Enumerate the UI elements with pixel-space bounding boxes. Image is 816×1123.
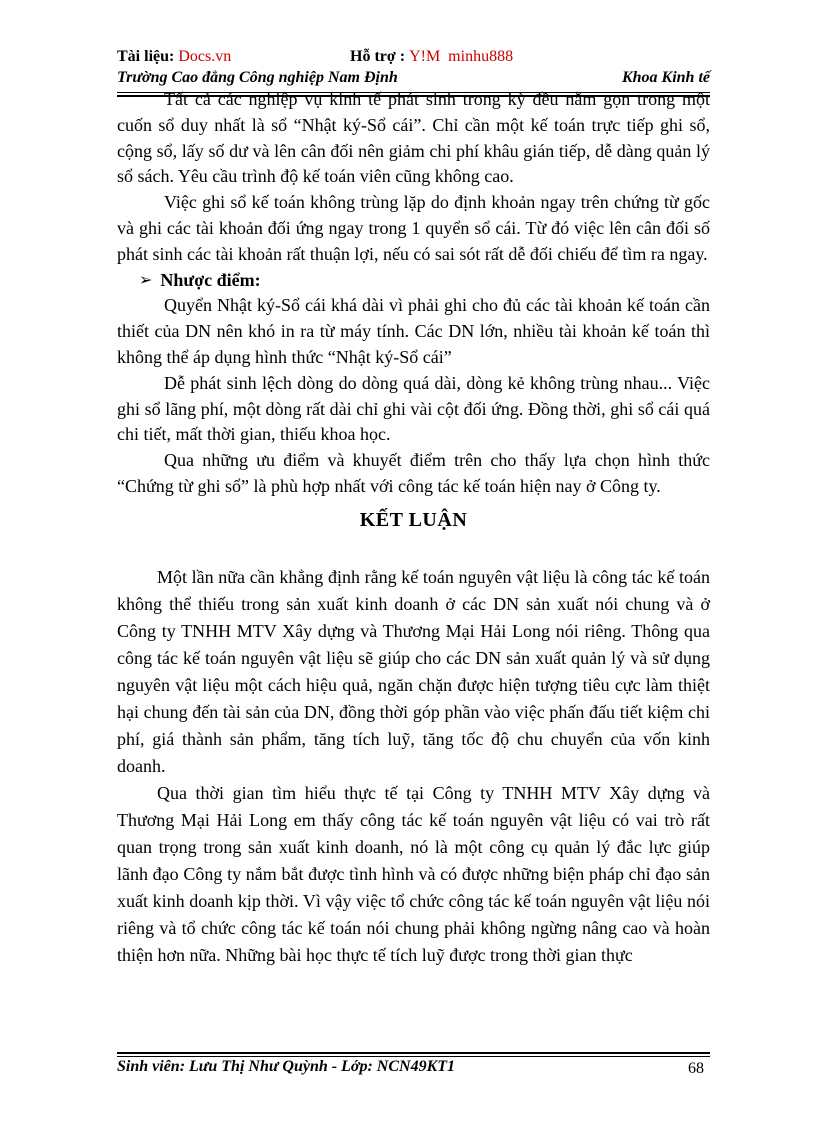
- paragraph-conclusion-1: Một lần nữa cần khẳng định rằng kế toán nguyên vật liệu là công tác kế toán không thể thiếu trong sản xuất kinh doanh ở các DN sản xuất nói chung và ở Công ty TNHH MTV Xây dựng và Thương Mại Hải Long nói riêng. Thông qua công tác kế toán nguyên vật liệu sẽ giúp cho các DN sản xuất quản lý và sử dụng nguyên vật liệu một cách hiệu quả, ngăn chặn được hiện tượng tiêu cực làm thiệt hại chung đến tài sản của DN, đồng thời góp phần vào việc phấn đấu tiết kiệm chi phí, giá thành sản phẩm, tăng tích luỹ, tăng tốc độ chu chuyển của vốn kinh doanh.: [117, 566, 710, 776]
- paragraph-advantages-2: Việc ghi sổ kế toán không trùng lặp do định khoản ngay trên chứng từ gốc và ghi các tài khoản đối ứng ngay trong 1 quyển sổ cái. Từ đó việc lên cân đối số phát sinh các tài khoản rất thuận lợi, nếu có sai sót rất dễ đối chiếu để tìm ra ngay.: [117, 192, 710, 264]
- bullet-disadvantages: [139, 268, 710, 294]
- footer-rule-thick: [117, 1052, 710, 1054]
- doc-label: Tài liệu: [117, 48, 170, 65]
- page-number: 68: [688, 1060, 704, 1077]
- document-source-header: [117, 48, 717, 70]
- footer-rule-thin: [117, 1056, 710, 1057]
- support-label: Hỗ trợ :: [350, 48, 410, 65]
- doc-separator: :: [169, 48, 179, 65]
- doc-site-link[interactable]: Docs.vn: [178, 48, 232, 65]
- support-user: minhu888: [448, 48, 514, 65]
- document-body: [117, 87, 710, 969]
- paragraph-conclusion-2: Qua thời gian tìm hiểu thực tế tại Công ty TNHH MTV Xây dựng và Thương Mại Hải Long em thấy công tác kế toán nguyên vật liệu có vai trò rất quan trọng trong sản xuất kinh doanh, nó là một công cụ quản lý đắc lực giúp lãnh đạo Công ty nắm bắt được tình hình và có được những biện pháp chỉ đạo sản xuất kinh doanh kịp thời. Vì vậy việc tổ chức công tác kế toán nguyên vật liệu nói riêng và tổ chức công tác kế toán nói chung phải không ngừng nâng cao và hoàn thiện hơn nữa. Những bài học thực tế tích luỹ được trong thời gian thực: [117, 782, 710, 965]
- arrow-bullet-icon: ➢: [139, 271, 153, 289]
- faculty-name: Khoa Kinh tế: [621, 69, 710, 86]
- conclusion-title: KẾT LUẬN: [359, 508, 468, 531]
- paragraph-choice: Qua những ưu điểm và khuyết điểm trên cho thấy lựa chọn hình thức “Chứng từ ghi sổ” là phù hợp nhất với công tác kế toán hiện nay ở Công ty.: [117, 450, 710, 496]
- school-name: Trường Cao đẳng Công nghiệp Nam Định: [117, 69, 398, 86]
- paragraph-disadvantages-2: Dễ phát sinh lệch dòng do dòng quá dài, dòng kẻ không trùng nhau... Việc ghi sổ lãng phí, một dòng rất dài chỉ ghi vài cột đối ứng. Đồng thời, ghi sổ cái quá chi tiết, mất thời gian, thiếu khoa học.: [117, 372, 710, 445]
- paragraph-disadvantages-1: Quyển Nhật ký-Sổ cái khá dài vì phải ghi cho đủ các tài khoản kế toán cần thiết của DN nên khó in ra từ máy tính. Các DN lớn, nhiều tài khoản kế toán thì không thể áp dụng hình thức “Nhật ký-Sổ cái”: [117, 295, 710, 367]
- student-info: Sinh viên: Lưu Thị Như Quỳnh - Lớp: NCN49KT1: [117, 1058, 456, 1075]
- page-footer: [117, 1058, 710, 1080]
- support-info: [350, 48, 513, 66]
- paragraph-advantages-1: Tất cả các nghiệp vụ kinh tế phát sinh trong kỳ đều nằm gọn trong một cuốn sổ duy nhất là sổ “Nhật ký-Sổ cái”. Chỉ cần một kế toán trực tiếp ghi sổ, cộng sổ, lấy số dư và lên cân đối nên giảm chi phí khâu gián tiếp, dễ dàng quản lý sổ sách. Yêu cầu trình độ kế toán viên cũng không cao.: [117, 89, 710, 187]
- bullet-heading: Nhược điểm:: [160, 269, 261, 290]
- support-ym: Y!M: [409, 48, 441, 65]
